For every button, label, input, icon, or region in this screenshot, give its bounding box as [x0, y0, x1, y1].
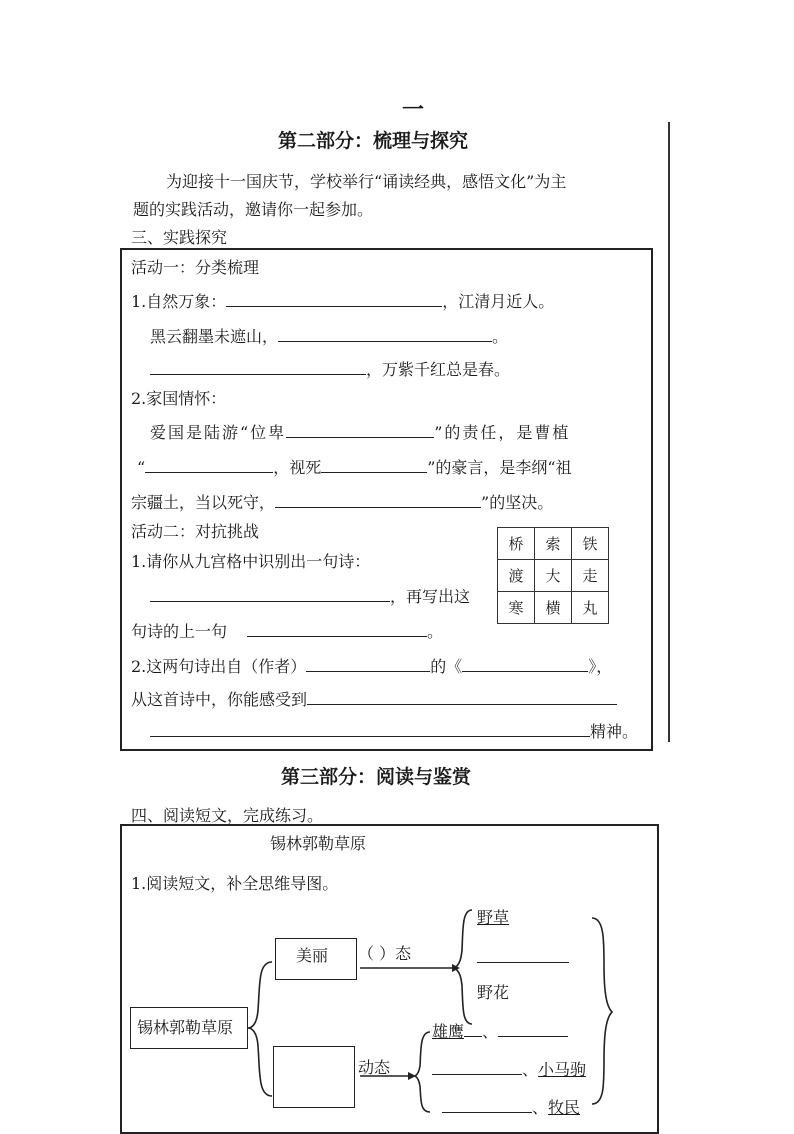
grid-cell: 寒: [498, 592, 535, 624]
q2-line3-before: 宗疆土，当以死守，: [131, 493, 276, 512]
q2-line2-open: “: [137, 458, 146, 477]
mindmap-empty-node[interactable]: [273, 1046, 355, 1108]
dyn-row3-sep: 、: [532, 1098, 549, 1117]
intro-line-2: 题的实践活动，邀请你一起参加。: [133, 200, 374, 219]
static-item-blank: [477, 946, 569, 968]
a2-q1-line2-after: ，再写出这: [390, 587, 471, 606]
dyn-row2: [432, 1058, 586, 1080]
reading-q1: 1.阅读短文，补全思维导图。: [131, 874, 339, 893]
answer-blank[interactable]: [477, 946, 569, 963]
dyn-row3: [442, 1096, 580, 1118]
grid-cell: 横: [535, 592, 572, 624]
answer-blank[interactable]: [432, 1058, 522, 1075]
q1-line3-after: ，万紫千红总是春。: [366, 360, 511, 379]
static-item-flowers: 野花: [477, 983, 510, 1002]
a2-q2-after: 》，: [588, 657, 613, 676]
activity1-title: 活动一：分类梳理: [131, 258, 260, 277]
static-label: （ ）态: [358, 944, 412, 963]
a2-q2-before: 2.这两句诗出自（作者）: [131, 657, 307, 676]
section-4-heading: 四、阅读短文，完成练习。: [131, 806, 324, 825]
dyn-row1-sep: 、: [482, 1022, 499, 1041]
dyn-eagle: 雄鹰: [432, 1022, 465, 1041]
answer-blank[interactable]: [498, 1020, 568, 1037]
grid-cell: 铁: [572, 528, 609, 560]
q2-line2-after: ”的豪言，是李纲“祖: [427, 458, 572, 477]
a2-q2-line3-after: 精神。: [590, 722, 639, 741]
q2-country-label: 2.家国情怀：: [131, 389, 227, 408]
grid-cell: 丸: [572, 592, 609, 624]
grid-cell: 渡: [498, 560, 535, 592]
passage-title: 锡林郭勒草原: [270, 834, 367, 853]
q2-line1-after: ”的责任，是曹植: [434, 423, 571, 442]
q1-line2-after: 。: [492, 327, 509, 346]
part2-title: 第二部分：梳理与探究: [278, 130, 469, 152]
q2-line2-mid: ，视死: [273, 458, 322, 477]
a2-q1-line3-after: 。: [427, 622, 444, 641]
grid-cell: 桥: [498, 528, 535, 560]
grid-cell: 索: [535, 528, 572, 560]
static-item-grass-text: 野草: [477, 908, 510, 927]
part3-title: 第三部分：阅读与鉴赏: [281, 766, 472, 788]
grid-cell: 大: [535, 560, 572, 592]
q1-nature-label-text: 1.自然万象：: [131, 292, 227, 311]
dynamic-label: 动态: [358, 1058, 391, 1077]
intro-line-1: 为迎接十一国庆节，学校举行“诵读经典，感悟文化”为主: [166, 172, 567, 191]
q2-line1-before: 爱国是陆游“位卑: [150, 423, 287, 442]
answer-blank[interactable]: [442, 1096, 532, 1113]
static-item-grass: [477, 908, 529, 928]
q2-line3-after: ”的坚决。: [481, 493, 554, 512]
a2-q2-mid: 的《: [430, 657, 463, 676]
activity2-title: 活动二：对抗挑战: [131, 522, 260, 541]
q1-line2-before: 黑云翻墨未遮山，: [150, 327, 279, 346]
mindmap-beauty-label: 美丽: [296, 946, 329, 965]
mindmap-root-label: 锡林郭勒草原: [137, 1018, 234, 1037]
dyn-herders: 牧民: [548, 1098, 581, 1117]
a2-q2-line2-before: 从这首诗中，你能感受到: [131, 690, 308, 709]
dyn-pony: 小马驹: [538, 1060, 587, 1079]
top-mark: 一: [402, 98, 425, 123]
a2-q1-line3-before: 句诗的上一句: [131, 622, 228, 641]
q1-nature-after: ，江清月近人。: [442, 292, 555, 311]
grid-cell: 走: [572, 560, 609, 592]
dyn-row2-sep: 、: [522, 1060, 539, 1079]
section-3-heading: 三、实践探究: [131, 228, 228, 247]
a2-q1: 1.请你从九宫格中识别出一句诗：: [131, 552, 371, 571]
dyn-row1: [432, 1020, 568, 1042]
